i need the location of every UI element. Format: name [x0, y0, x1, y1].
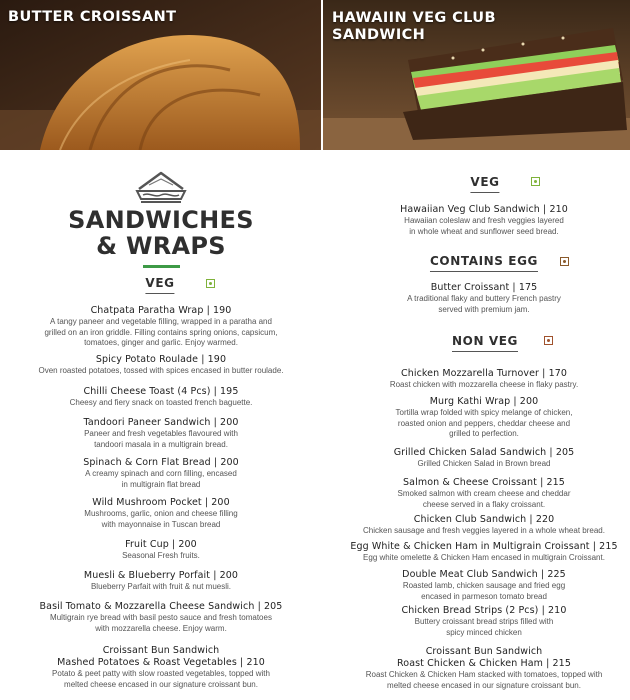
list-item: [0, 570, 322, 593]
list-item: [338, 477, 630, 510]
item-desc: Tortilla wrap folded with spicy melange of chicken, roasted onion and peppers, cheddar cheese and grilled to perfection.: [395, 408, 573, 438]
veg-mark-icon: [206, 279, 215, 288]
item-name: Basil Tomato & Mozzarella Cheese Sandwich | 205: [39, 601, 283, 612]
item-name: Chatpata Paratha Wrap | 190: [90, 305, 232, 316]
list-item: [338, 605, 630, 638]
sandwich-icon: [133, 169, 189, 209]
section-title: SANDWICHES & WRAPS: [68, 206, 254, 260]
list-item: [0, 386, 322, 409]
list-item: [338, 541, 630, 564]
list-item: [338, 368, 630, 391]
veg-mark-icon: [531, 177, 540, 186]
item-name: Wild Mushroom Pocket | 200: [92, 497, 230, 508]
item-desc: Egg white omelette & Chicken Ham encased in multigrain Croissant.: [363, 553, 605, 562]
item-name: Double Meat Club Sandwich | 225: [402, 569, 566, 580]
item-name: Salmon & Cheese Croissant | 215: [403, 477, 565, 488]
veg-heading-left: VEG: [145, 276, 174, 294]
item-desc: Smoked salmon with cream cheese and cheddar cheese served in a flaky croissant.: [397, 489, 571, 509]
item-desc: Mushrooms, garlic, onion and cheese filling with mayonnaise in Tuscan bread: [84, 509, 238, 529]
photo-caption-right: HAWAIIN VEG CLUB SANDWICH: [332, 10, 496, 43]
hawaiin-sandwich-photo: [323, 0, 630, 150]
item-name: Egg White & Chicken Ham in Multigrain Croissant | 215: [350, 541, 618, 552]
list-item: [0, 354, 322, 377]
item-desc: Paneer and fresh vegetables flavoured with tandoori masala in a multigrain bread.: [84, 429, 238, 449]
item-desc: Buttery croissant bread strips filled with spicy minced chicken: [414, 617, 554, 637]
item-desc: Chicken sausage and fresh veggies layered in a whole wheat bread.: [363, 526, 605, 535]
item-desc: Seasonal Fresh fruits.: [122, 551, 200, 560]
list-item: [0, 417, 322, 450]
item-desc: A tangy paneer and vegetable filling, wrapped in a paratha and grilled on an iron griddle. Filling contains spring onions, capsicum, tomatoes, ginger and garlic. Enjoy warmed.: [44, 317, 278, 347]
item-name: Croissant Bun Sandwich Roast Chicken & Chicken Ham | 215: [397, 646, 571, 669]
item-name: Muesli & Blueberry Porfait | 200: [83, 570, 239, 581]
item-desc: A traditional flaky and buttery French pastry served with premium jam.: [407, 294, 561, 314]
list-item: [0, 457, 322, 490]
item-desc: Cheesy and fiery snack on toasted french baguette.: [69, 398, 253, 407]
non-veg-mark-icon: [544, 336, 553, 345]
item-name: Murg Kathi Wrap | 200: [429, 396, 539, 407]
veg-heading-right: VEG: [470, 175, 499, 193]
item-name: Hawaiian Veg Club Sandwich | 210: [400, 204, 568, 215]
item-desc: Roast Chicken & Chicken Ham stacked with tomatoes, topped with melted cheese encased in our signature croissant bun.: [365, 670, 603, 690]
item-desc: Grilled Chicken Salad in Brown bread: [417, 459, 551, 468]
item-name: Fruit Cup | 200: [125, 539, 197, 550]
list-item: [338, 396, 630, 440]
item-desc: Hawaiian coleslaw and fresh veggies layered in whole wheat and sunflower seed bread.: [404, 216, 564, 236]
photo-caption-left: BUTTER CROISSANT: [8, 9, 177, 25]
list-item: [0, 539, 322, 562]
list-item: [338, 646, 630, 691]
egg-mark-icon: [560, 257, 569, 266]
list-item: [338, 514, 630, 537]
item-name: Chilli Cheese Toast (4 Pcs) | 195: [83, 386, 239, 397]
list-item: [0, 305, 322, 349]
list-item: [0, 601, 322, 634]
list-item: [338, 569, 630, 602]
title-underline: [143, 265, 180, 268]
list-item: [338, 282, 630, 315]
item-desc: A creamy spinach and corn filling, encased in multigrain flat bread: [85, 469, 237, 489]
item-name: Croissant Bun Sandwich Mashed Potatoes & Roast Vegetables | 210: [57, 645, 265, 668]
list-item: [338, 447, 630, 470]
list-item: [0, 497, 322, 530]
item-desc: Multigrain rye bread with basil pesto sauce and fresh tomatoes with mozzarella cheese. Enjoy warm.: [50, 613, 272, 633]
egg-heading: CONTAINS EGG: [430, 254, 538, 272]
nonveg-heading: NON VEG: [452, 334, 518, 352]
item-name: Chicken Bread Strips (2 Pcs) | 210: [401, 605, 567, 616]
item-name: Chicken Mozzarella Turnover | 170: [400, 368, 568, 379]
item-desc: Roasted lamb, chicken sausage and fried egg encased in parmeson tomato bread: [402, 581, 566, 601]
item-desc: Potato & peet patty with slow roasted vegetables, topped with melted cheese encased in our signature croissant bun.: [52, 669, 270, 689]
list-item: [338, 204, 630, 237]
item-name: Chicken Club Sandwich | 220: [413, 514, 555, 525]
item-name: Tandoori Paneer Sandwich | 200: [83, 417, 239, 428]
item-name: Grilled Chicken Salad Sandwich | 205: [393, 447, 575, 458]
item-name: Butter Croissant | 175: [430, 282, 538, 293]
list-item: [0, 645, 322, 690]
item-name: Spinach & Corn Flat Bread | 200: [83, 457, 239, 468]
item-desc: Blueberry Parfait with fruit & nut muesli.: [90, 582, 232, 591]
item-name: Spicy Potato Roulade | 190: [95, 354, 227, 365]
item-desc: Oven roasted potatoes, tossed with spices encased in butter roulade.: [38, 366, 284, 375]
butter-croissant-photo: [0, 0, 321, 150]
item-desc: Roast chicken with mozzarella cheese in flaky pastry.: [389, 380, 579, 389]
